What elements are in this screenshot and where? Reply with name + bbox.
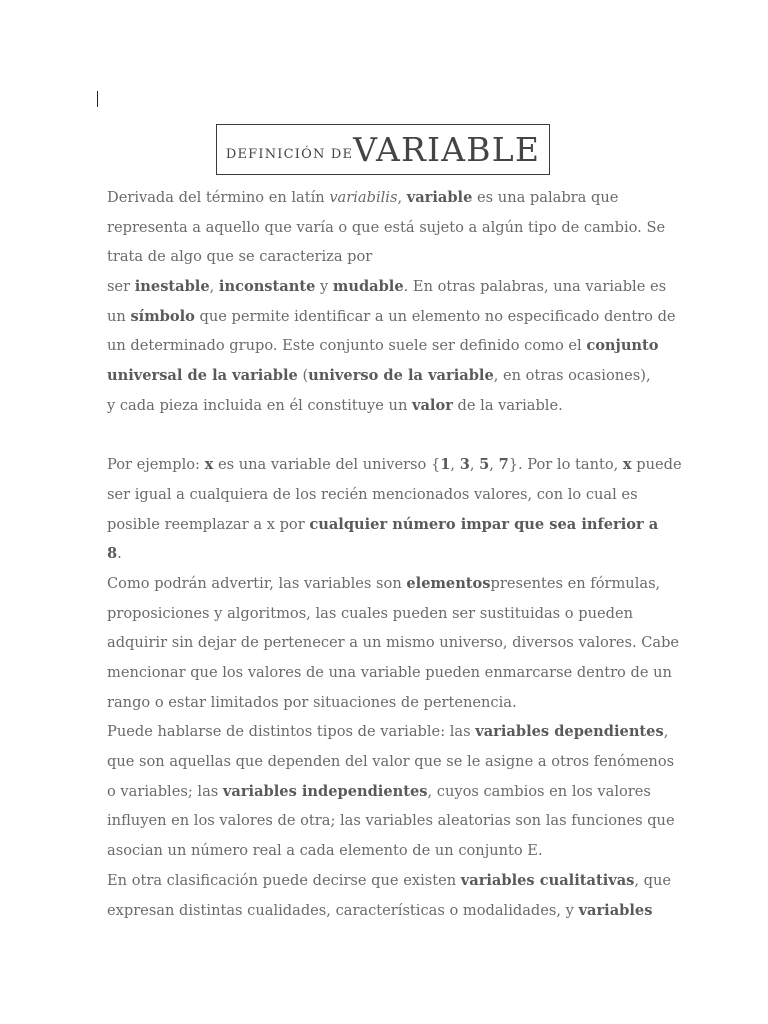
- text-run: Puede hablarse de distintos tipos de variable: las: [107, 723, 476, 741]
- text-run: (: [297, 367, 309, 385]
- document-body: [107, 183, 682, 925]
- paragraph-line: ser igual a cualquiera de los recién mencionados valores, con lo cual es: [107, 485, 638, 503]
- text-run: expresan distintas cualidades, características o modalidades, y: [107, 901, 579, 919]
- paragraph-line: que son aquellas que dependen del valor que se le asigne a otros fenómenos: [107, 753, 675, 771]
- text-run: presentes en fórmulas,: [490, 574, 661, 592]
- bold-term: variables dependientes: [475, 723, 664, 741]
- italic-term: variabilis: [329, 189, 398, 206]
- bold-term: 1: [440, 456, 451, 474]
- text-run: Por ejemplo:: [107, 456, 205, 474]
- bold-term: variables cualitativas: [460, 871, 635, 889]
- bold-term: universo de la variable: [308, 367, 494, 385]
- paragraph-line: rango o estar limitados por situaciones de pertenencia.: [107, 693, 517, 711]
- paragraph-line: [107, 866, 672, 896]
- text-run: .: [117, 545, 122, 563]
- bold-term: conjunto: [586, 337, 659, 355]
- text-run: . En otras palabras, una variable es: [403, 278, 667, 296]
- bold-term: inconstante: [218, 278, 316, 296]
- text-run: , cuyos cambios en los valores: [427, 782, 651, 800]
- bold-term: inestable: [134, 278, 210, 296]
- bold-term: símbolo: [130, 307, 195, 325]
- text-run: ,: [489, 456, 499, 474]
- page-title: [216, 124, 550, 175]
- bold-term: valor: [412, 396, 453, 414]
- paragraph-line: [107, 510, 665, 540]
- text-run: ,: [397, 189, 407, 206]
- bold-term: variables independientes: [222, 782, 428, 800]
- paragraph-line: [107, 361, 665, 391]
- bold-term: variable: [406, 189, 473, 206]
- paragraph-line: [107, 569, 665, 599]
- paragraph-line: [107, 272, 665, 302]
- bold-term: 5: [479, 456, 490, 474]
- paragraph-line: [107, 896, 665, 926]
- text-run: posible reemplazar a x por: [107, 515, 310, 533]
- bold-term: x: [204, 456, 214, 474]
- paragraph-line: [107, 777, 665, 807]
- text-run: que permite identificar a un elemento no especificado dentro de: [194, 307, 676, 325]
- paragraph-line: [107, 391, 665, 421]
- text-run: Derivada del término en latín: [107, 189, 330, 206]
- paragraph-line: [107, 331, 665, 361]
- paragraph-line: trata de algo que se caracteriza por: [107, 248, 373, 266]
- paragraph-line: adquirir sin dejar de pertenecer a un mismo universo, diversos valores. Cabe: [107, 634, 680, 652]
- bold-term: cualquier número impar que sea inferior a: [309, 515, 659, 533]
- paragraph-line: influyen en los valores de otra; las variables aleatorias son las funciones que: [107, 812, 675, 830]
- paragraph-line: [107, 717, 669, 747]
- text-run: y cada pieza incluida en él constituye un: [107, 396, 412, 414]
- text-run: es una palabra que: [472, 189, 619, 206]
- title-large: VARIABLE: [353, 130, 541, 169]
- bold-term: 8: [107, 545, 118, 563]
- bold-term: x: [622, 456, 632, 474]
- text-run: o variables; las: [107, 782, 223, 800]
- paragraph-line: mencionar que los valores de una variable pueden enmarcarse dentro de un: [107, 664, 672, 681]
- text-run: , que: [634, 871, 672, 889]
- bold-term: universal de la variable: [107, 367, 298, 385]
- text-run: ,: [663, 723, 669, 741]
- paragraph-line: proposiciones y algoritmos, las cuales pueden ser sustituidas o pueden: [107, 604, 633, 622]
- text-run: ,: [469, 456, 480, 474]
- text-run: un: [107, 307, 131, 325]
- paragraph-line: [107, 183, 665, 213]
- text-run: Como podrán advertir, las variables son: [107, 574, 407, 592]
- text-run: de la variable.: [452, 396, 563, 414]
- paragraph-line: asocian un número real a cada elemento de un conjunto E.: [107, 842, 543, 860]
- bold-term: variables: [578, 901, 653, 919]
- text-run: y: [315, 278, 333, 296]
- text-run: }. Por lo tanto,: [508, 456, 623, 474]
- bold-term: mudable: [332, 278, 404, 296]
- text-run: es una variable del universo {: [213, 456, 441, 474]
- paragraph-spacer: [107, 421, 665, 451]
- paragraph-line: [107, 302, 676, 332]
- text-run: ,: [450, 456, 460, 474]
- paragraph-line: [107, 450, 682, 480]
- title-small-caps: DEFINICIÓN DE: [225, 147, 354, 162]
- text-run: puede: [631, 456, 682, 474]
- text-run: un determinado grupo. Este conjunto suele ser definido como el: [107, 337, 587, 355]
- bold-term: 7: [498, 456, 509, 474]
- text-cursor: [97, 91, 98, 107]
- text-run: ser: [107, 278, 135, 296]
- bold-term: 3: [459, 456, 470, 474]
- paragraph-line: representa a aquello que varía o que está sujeto a algún tipo de cambio. Se: [107, 218, 666, 236]
- text-run: , en otras ocasiones),: [493, 367, 651, 385]
- bold-term: elementos: [406, 574, 491, 592]
- paragraph-line: [107, 539, 665, 569]
- text-run: ,: [209, 278, 219, 296]
- text-run: En otra clasificación puede decirse que existen: [107, 871, 461, 889]
